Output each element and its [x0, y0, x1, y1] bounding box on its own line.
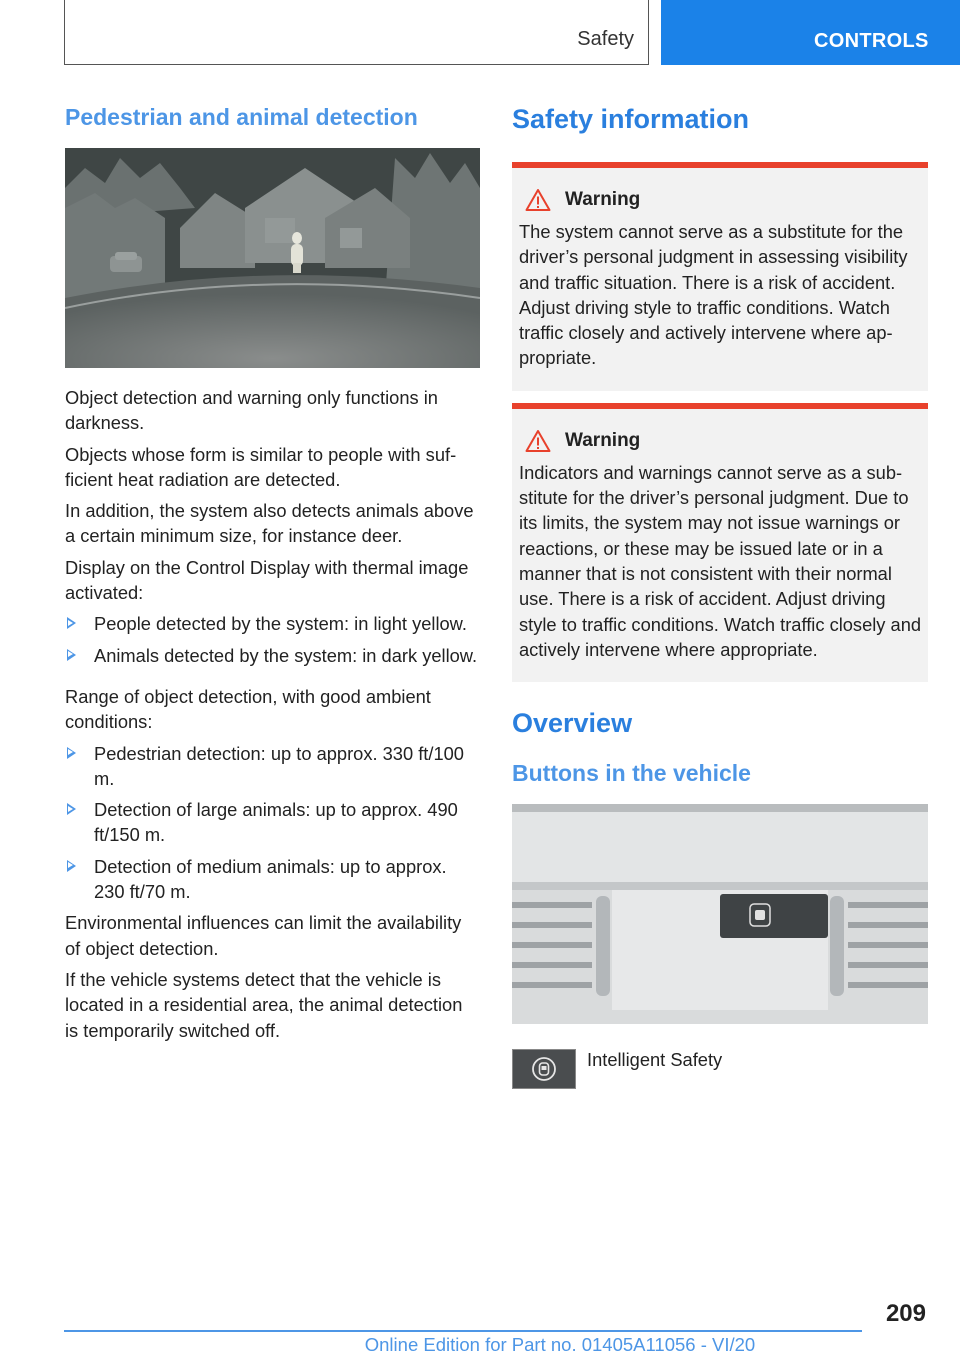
warning-box	[512, 162, 928, 391]
list-item: Detection of medium animals: up to approx. 230 ft/70 m.	[65, 854, 480, 905]
warning-header	[519, 187, 922, 213]
warning-text: Indicators and warnings cannot serve as a substitute for the driver’s personal judgment. Due to its limits, the system may not issue warnings or reactions, or these may be issued late or in a manner that is not consistent with their normal use. There is a risk of accident. Adjust driving style to traffic conditions. Watch traffic closely and actively intervene where appropriate.	[519, 461, 922, 660]
intelligent-safety-icon	[530, 1055, 558, 1083]
page-number: 209	[885, 1300, 926, 1327]
header-chapter-tab: CONTROLS	[661, 0, 960, 65]
list-item: Pedestrian detection: up to approx. 330 ft/100 m.	[65, 741, 480, 792]
right-column	[512, 100, 928, 1089]
heading-pedestrian-animal-detection: Pedestrian and animal detection	[65, 104, 418, 130]
paragraph: Environmental influences can limit the availability of object detection.	[65, 912, 462, 959]
heading-overview: Overview	[512, 708, 633, 739]
warning-title: Warning	[565, 429, 641, 451]
footer-divider	[64, 1330, 862, 1332]
header-section-box	[64, 0, 649, 65]
header-section-title: Safety	[577, 28, 634, 50]
footer-edition: Online Edition for Part no. 01405A11056 - VI/20	[364, 1334, 756, 1355]
warning-box	[512, 403, 928, 682]
heading-buttons-in-vehicle: Buttons in the vehicle	[512, 760, 751, 787]
bullet-triangle-icon	[67, 747, 76, 759]
vehicle-buttons-photo	[512, 804, 928, 1024]
bullet-triangle-icon	[67, 860, 76, 872]
button-legend-row	[512, 1049, 928, 1089]
bullet-triangle-icon	[67, 803, 76, 815]
list-item: Detection of large animals: up to approx. 490 ft/150 m.	[65, 797, 480, 848]
paragraph: Object detection and warning only functions in darkness.	[65, 387, 438, 434]
intelligent-safety-button[interactable]	[512, 1049, 576, 1089]
warning-header	[519, 428, 922, 454]
paragraph: Range of object detection, with good ambient conditions:	[65, 685, 431, 733]
paragraph: Display on the Control Display with thermal image activated:	[65, 556, 469, 604]
bullet-triangle-icon	[67, 617, 76, 629]
heading-safety-information: Safety information	[512, 104, 750, 134]
warning-triangle-icon	[525, 429, 551, 453]
list-item: Animals detected by the system: in dark yellow.	[65, 643, 480, 668]
thermal-image-photo	[65, 148, 480, 368]
paragraph: Objects whose form is similar to people with sufficient heat radiation are detected.	[65, 443, 457, 490]
list-item: People detected by the system: in light yellow.	[65, 611, 480, 636]
intelligent-safety-label: Intelligent Safety	[587, 1049, 723, 1071]
warning-triangle-icon	[525, 188, 551, 212]
warning-title: Warning	[565, 189, 641, 210]
warning-text: The system cannot serve as a substitute for the driver’s personal judgment in assessing visibility and traffic situation. There is a risk of accident. Adjust driving style to traffic conditions. Watch traffic closely and actively intervene where appropriate.	[519, 221, 908, 369]
paragraph: In addition, the system also detects animals above a certain minimum size, for instance deer.	[65, 500, 474, 547]
left-column	[65, 100, 480, 1043]
bullet-triangle-icon	[67, 649, 76, 661]
paragraph: If the vehicle systems detect that the vehicle is located in a residential area, the animal detection is temporarily switched off.	[65, 968, 463, 1041]
